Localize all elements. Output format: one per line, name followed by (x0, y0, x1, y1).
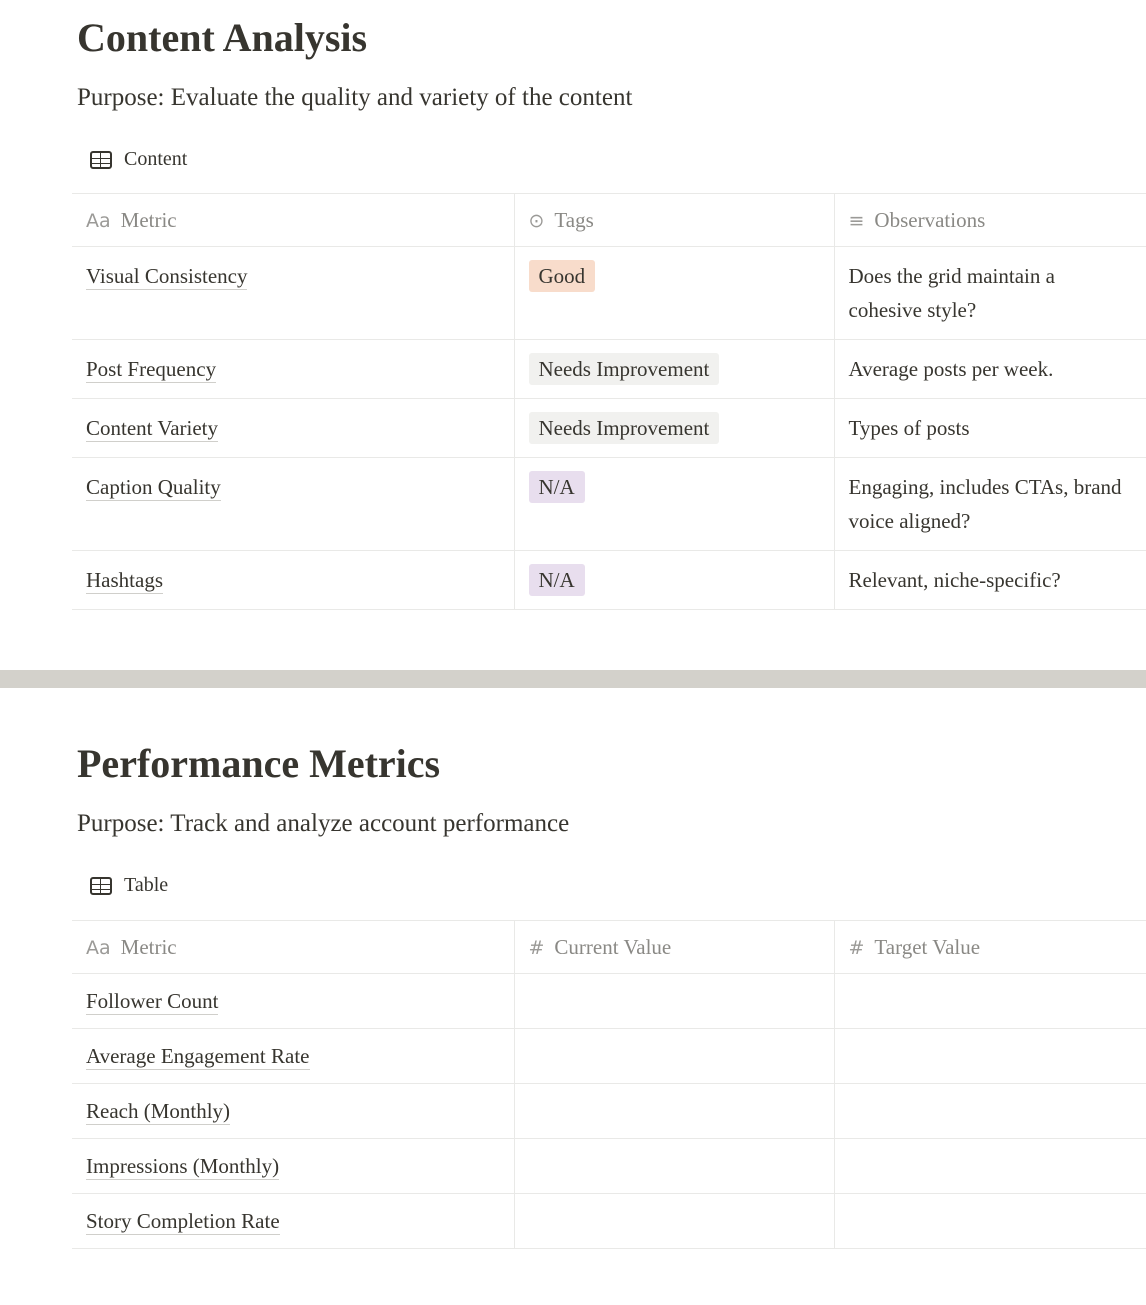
target-value-cell[interactable] (834, 1029, 1146, 1084)
target-value-cell[interactable] (834, 1194, 1146, 1249)
tags-cell[interactable] (514, 247, 834, 340)
metric-cell[interactable] (72, 458, 514, 551)
table-row (72, 1194, 1146, 1249)
metric-cell[interactable] (72, 1139, 514, 1194)
metric-cell[interactable] (72, 551, 514, 610)
column-header-metric[interactable] (72, 194, 514, 247)
view-tab-table[interactable] (90, 874, 168, 897)
metric-cell[interactable] (72, 399, 514, 458)
header-label: Metric (120, 934, 177, 959)
observations-cell[interactable]: Types of posts (834, 399, 1146, 458)
table-row (72, 247, 1146, 340)
view-tab-content[interactable] (90, 148, 187, 171)
metric-cell[interactable] (72, 1194, 514, 1249)
column-header-observations[interactable] (834, 194, 1146, 247)
column-header-tags[interactable] (514, 194, 834, 247)
tag-badge: Good (529, 260, 596, 292)
text-type-icon: Aa (86, 936, 111, 959)
tags-cell[interactable] (514, 340, 834, 399)
text-type-icon: Aa (86, 209, 111, 232)
metric-cell[interactable] (72, 247, 514, 340)
current-value-cell[interactable] (514, 1084, 834, 1139)
metric-name[interactable]: Average Engagement Rate (86, 1044, 310, 1070)
metric-name[interactable]: Caption Quality (86, 475, 221, 501)
view-label: Content (124, 148, 188, 170)
metric-name[interactable]: Hashtags (86, 568, 163, 594)
header-label: Metric (120, 207, 177, 232)
tags-cell[interactable] (514, 399, 834, 458)
header-label: Tags (554, 207, 594, 232)
tag-badge: Needs Improvement (529, 353, 720, 385)
target-value-cell[interactable] (834, 974, 1146, 1029)
metric-name[interactable]: Content Variety (86, 416, 218, 442)
view-label: Table (124, 874, 169, 896)
metric-name[interactable]: Impressions (Monthly) (86, 1154, 279, 1180)
select-icon: ⊙ (528, 209, 545, 232)
number-icon: # (528, 936, 545, 959)
current-value-cell[interactable] (514, 1029, 834, 1084)
section-divider (0, 670, 1146, 688)
observations-cell[interactable]: Average posts per week. (834, 340, 1146, 399)
metric-name[interactable]: Post Frequency (86, 357, 216, 383)
metric-name[interactable]: Reach (Monthly) (86, 1099, 230, 1125)
metric-cell[interactable] (72, 1084, 514, 1139)
column-header-metric[interactable] (72, 921, 514, 974)
table-row (72, 340, 1146, 399)
table-row (72, 551, 1146, 610)
observations-cell[interactable]: Engaging, includes CTAs, brand voice aligned? (834, 458, 1146, 551)
column-header-current-value[interactable] (514, 921, 834, 974)
table-row (72, 974, 1146, 1029)
metric-cell[interactable] (72, 974, 514, 1029)
table-row (72, 458, 1146, 551)
purpose-text: Purpose: Track and analyze account performance (77, 810, 570, 837)
header-label: Target Value (874, 934, 981, 959)
observations-cell[interactable]: Does the grid maintain a cohesive style? (834, 247, 1146, 340)
current-value-cell[interactable] (514, 1139, 834, 1194)
number-icon: # (848, 936, 865, 959)
header-label: Observations (874, 207, 986, 232)
tags-cell[interactable] (514, 551, 834, 610)
tag-badge: Needs Improvement (529, 412, 720, 444)
table-row (72, 1029, 1146, 1084)
metric-name[interactable]: Story Completion Rate (86, 1209, 280, 1235)
performance-table (72, 920, 1146, 1249)
metric-name[interactable]: Follower Count (86, 989, 218, 1015)
current-value-cell[interactable] (514, 1194, 834, 1249)
metric-name[interactable]: Visual Consistency (86, 264, 247, 290)
tag-badge: N/A (529, 564, 585, 596)
table-row (72, 399, 1146, 458)
tag-badge: N/A (529, 471, 585, 503)
section-title: Performance Metrics (77, 741, 441, 786)
observations-cell[interactable]: Relevant, niche-specific? (834, 551, 1146, 610)
page-title: Content Analysis (77, 15, 368, 60)
header-label: Current Value (554, 934, 672, 959)
metric-cell[interactable] (72, 1029, 514, 1084)
table-icon (90, 151, 112, 169)
metric-cell[interactable] (72, 340, 514, 399)
current-value-cell[interactable] (514, 974, 834, 1029)
table-icon (90, 877, 112, 895)
target-value-cell[interactable] (834, 1084, 1146, 1139)
table-row (72, 1084, 1146, 1139)
purpose-text: Purpose: Evaluate the quality and variety of the content (77, 84, 633, 111)
text-lines-icon: ≡ (848, 209, 865, 232)
table-row (72, 1139, 1146, 1194)
column-header-target-value[interactable] (834, 921, 1146, 974)
target-value-cell[interactable] (834, 1139, 1146, 1194)
content-table (72, 193, 1146, 610)
tags-cell[interactable] (514, 458, 834, 551)
